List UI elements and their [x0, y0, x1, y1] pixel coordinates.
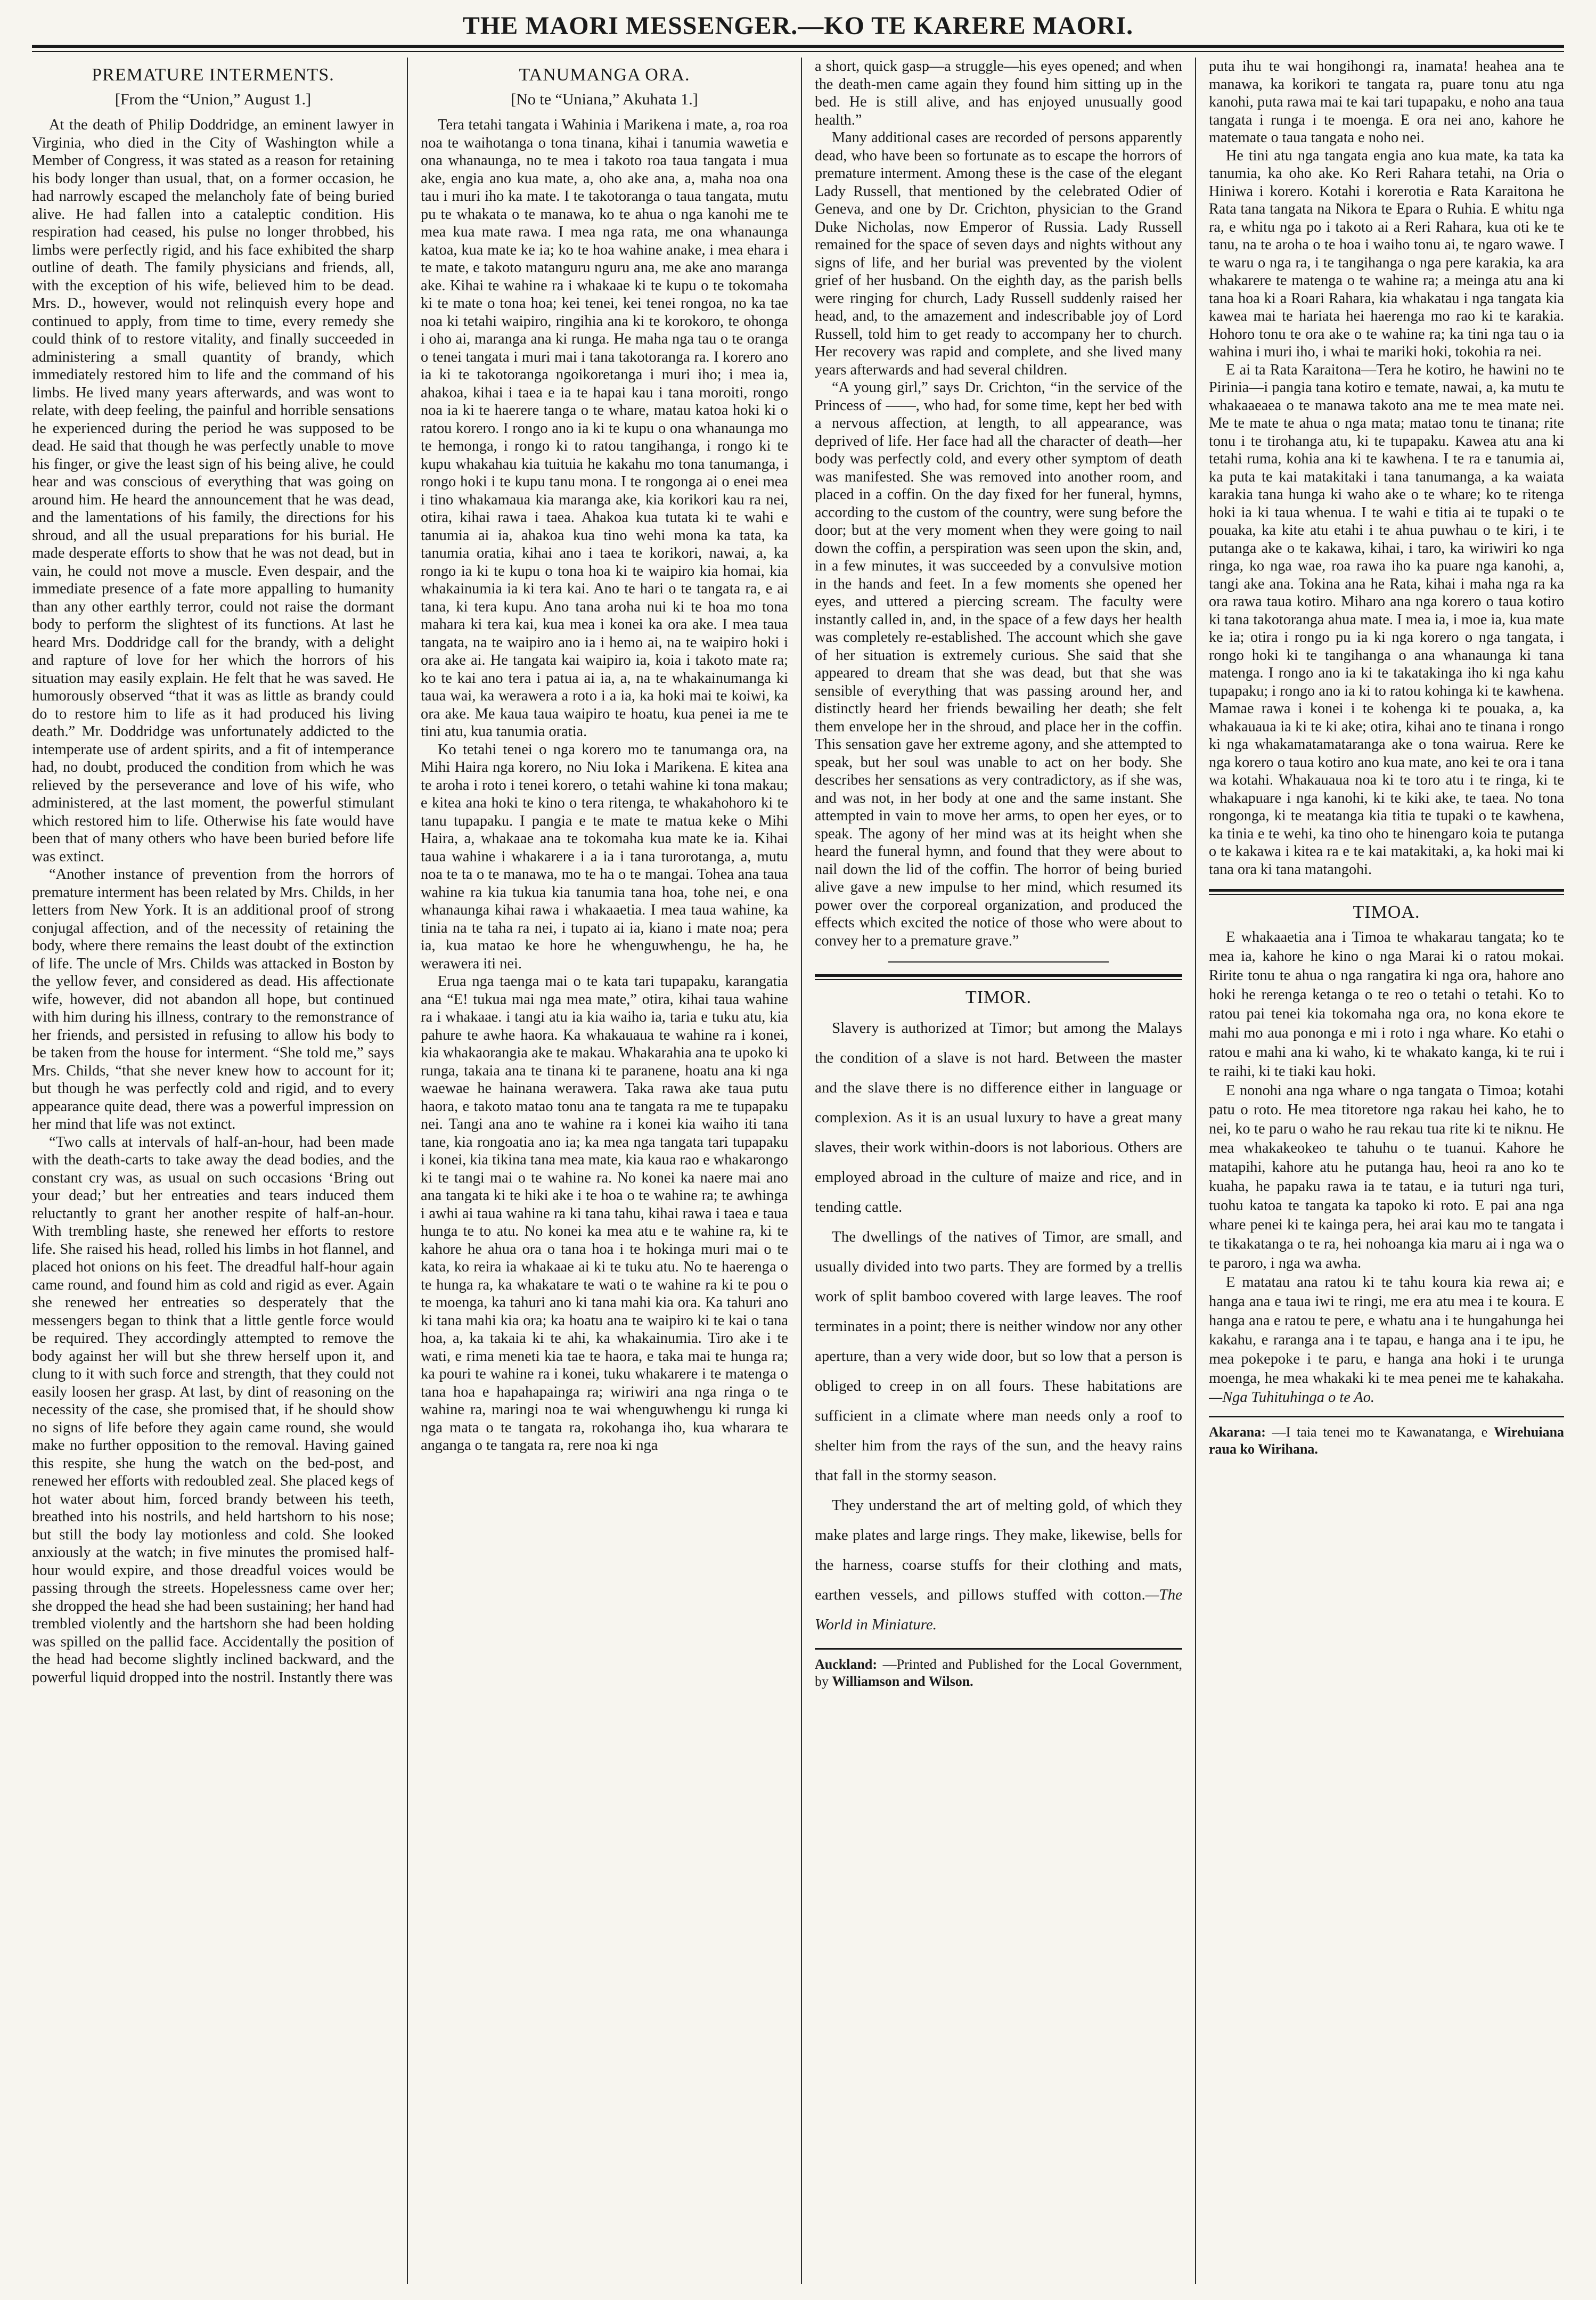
article-paragraph: “Another instance of prevention from the horrors of premature interment has been related by Mrs. Childs, in her letters from New York. It is an additional proof of strong conjugal affection, and of the necessity of retaining the body, where there remains the least doubt of the extinction of life. The uncle of Mrs. Childs was attacked in Boston by the yellow fever, and considered as dead. His affectionate wife, however, did not abandon all hope, but continued with him during his illness, contrary to the remonstrance of her friends, and persisted in refusing to allow his body to be taken from the house for interment. “She told me,” says Mrs. Childs, “that she never knew how to account for it; but though he was perfectly cold and rigid, and to every appearance quite dead, there was a powerful impression on her mind that life was not extinct.: [32, 866, 394, 1132]
article-paragraph: He tini atu nga tangata engia ano kua mate, ka tata ka tanumia, ka oho ake. Ko Reri Rahara tetahi, na Oria o Hiniwa i korero. Kotahi i korerotia e Rata Karaitona he Rata tana tangata na Nikora te Epara o Ruhia. E whitu nga ra, e whitu nga po i takoto ai a Reri Rahara, kua oti ke te tanu, na te aroha o te hoa i waiho tonu ai, te ngaro wawe. I te waru o nga ra, i te tangihanga o nga pere karakia, ka ara whakarere te matenga o te wahine ra; a meinga atu ana ki tana hoa ki a Roari Rahara, kia whakatau i nga tangata kia kawea mai te hariata hei haerenga mo rao ki te karakia. Hohoro tonu te ora ake o te wahine ra; ka tini nga tau o ia wahina i muri iho, i whai te mariki hoki, tokohia ra nei.: [1209, 147, 1564, 360]
masthead-rule-thick: [32, 45, 1564, 48]
article-paragraph: Erua nga taenga mai o te kata tari tupapaku, karangatia ana “E! tukua mai nga mea mate,” otira, kihai taua wahine ra i whakaae. i tangi atu ia kia waiho ia, taria e tuku atu, kia pahure te awhe haora. Ka whakauaua te wahine ra i konei, kia whakaorangia ake te makau. Whakarahia ana te upoko ki runga, takaia ana te tinana ki te paranene, hoatu ana ki nga waewae he hainana werawera. Taka rawa ake taua putu haora, e takoto matao tonu ana te tangata ra me te tupapaku nei. Tangi ana ano te wahine ra i konei kia waiho iti tana tane, kia rongoatia ano ia; ka mea nga tangata tari tupapaku i konei, kia tikina tana mea mate, kia kaua rao e whakarongo ki te tangi mai o te wahine ra. No konei ka naere mai ano ana tangata ki te hiki ake i te hoa o te wahine ra; te awhinga i awhi ai taua wahine ra ki tana tahu, kihai rawa i taea e taua hunga te to atu. No konei ka mea atu e te wahine ra, ki te kahore he ahua ora o tana hoa i te hokinga muri mai o te kata, ko reira ia whakaae ai ki te tuku atu. No te haerenga o te hunga ra, ka whakatare te wati o te wahine ra ki te pou o te moenga, ka tahuri ano ki tana mahi kia ora. Ka tahuri ano ki tana mahi kia ora; ka hoatu ana te waipiro ki te kai o tana hoa, a, ka takaia ki te ahi, ka whakainumia. Tiro ake i te wati, e rima meneti kia tae te haora, e taka mai te hunga ra; ka pouri te wahine ra i konei, tuku whakarere i te matenga o tana hoa e hapahapainga ra; wiriwiri ana nga ringa o te wahine ra, maringi noa te wai whenguwhengu ki runga ki nga mata o te tangata ra, rokohanga iho, kua wharara te anganga o te tangata ra, rere noa ki nga: [421, 973, 788, 1454]
article-paragraph: At the death of Philip Doddridge, an eminent lawyer in Virginia, who died in the City of Washington while a Member of Congress, it was stated as a reason for retaining his body longer than usual, that, on a former occasion, he had narrowly escaped the melancholy fate of being buried alive. He had fallen into a cataleptic condition. His respiration had ceased, his pulse no longer throbbed, his limbs were perfectly rigid, and his face exhibited the sharp outline of death. The family physicians and friends, all, with the exception of his wife, believed him to be dead. Mrs. D., however, would not relinquish every hope and continued to apply, from time to time, every remedy she could think of to restore vitality, and finally succeeded in administering a small quantity of brandy, which immediately restored him to life and the command of his limbs. He lived many years afterwards, and was wont to relate, with deep feeling, the painful and horrible sensations he experienced during the period he was supposed to be dead. He said that though he was perfectly unable to move his finger, or give the least sign of his being alive, he could hear and was conscious of everything that was going on around him. He heard the announcement that he was dead, and the lamentations of his family, the directions for his shroud, and all the usual preparations for his burial. He made desperate efforts to show that he was not dead, but in vain, he could not move a muscle. Even despair, and the immediate presence of a fate more appalling to humanity than any other earthly terror, could not raise the dormant body to perform the slightest of its functions. At last he heard Mrs. Doddridge call for the brandy, with a delight and rapture of love for her which the horrors of his situation may easily explain. He felt that he was saved. He humorously observed “that it was as little as brandy could do to restore him to life as it had produced his living death.” Mr. Doddridge was unfortunately addicted to the intemperate use of ardent spirits, and a fit of intemperance had, no doubt, produced the condition from which he was relieved by the perseverance and love of his wife, who administered, at the last moment, the powerful stimulant which restored him to life. Otherwise his fate would have been that of many others who have been buried before life was extinct.: [32, 117, 394, 865]
imprint: [1209, 1416, 1564, 1458]
imprint-text: —I taia tenei mo te Kawanatanga, e: [1272, 1424, 1488, 1440]
masthead-rule-thin: [32, 51, 1564, 52]
column-tanumanga-ora: [421, 58, 788, 2284]
imprint-names: Wirehuiana raua ko Wirihana.: [1209, 1424, 1564, 1457]
article-paragraph: E nonohi ana nga whare o nga tangata o Timoa; kotahi patu o roto. He mea titoretore nga rakau hei kaho, he to nei, ko te paru o waho he rau rekau tua rite ki te niknu. He mea whakakeokeo te tahuhu o te tuanui. Kahore he matapihi, kahore atu he putanga hau, heoi ra ano ko te kuaha, he papaku rawa ia te tatau, e ia tuturi nga turi, tuohu katoa te tangata ka tapoko ki roto. E pai ana nga whare penei ki te kainga pera, hei arai kau mo te tangata i te tikakatanga o te ra, hei nohoanga kia maru ai i nga wa o te paroro, i nga wa awha.: [1209, 1082, 1564, 1271]
article-paragraph: “Two calls at intervals of half-an-hour, had been made with the death-carts to take away the dead bodies, and the constant cry was, as usual on such occasions ‘Bring out your dead;’ but her entreaties and tears induced them reluctantly to grant her another respite of half-an-hour. With trembling haste, she renewed her efforts to restore life. She raised his head, rolled his limbs in hot flannel, and placed hot onions on his feet. The dreadful half-hour again came round, and found him as cold and rigid as ever. Again she renewed her entreaties so desperately that the messengers began to think that a little gentle force would be required. They accordingly attempted to remove the body against her will but she threw herself upon it, and clung to it with such force and strength, that they could not easily loosen her grasp. At last, by dint of reasoning on the necessity of the case, she promised that, if he should show no signs of life before they again came round, she would make no further opposition to the removal. Having gained this respite, she hung the watch on the bed-post, and renewed her efforts with redoubled zeal. She placed kegs of hot water about him, forced brandy between his teeth, breathed into his nostrils, and held hartshorn to his nose; but still the body lay motionless and cold. She looked anxiously at the watch; in five minutes the promised half-hour would expire, and those dreadful voices would be passing through the streets. Hopelessness came over her; she dropped the head she had been sustaining; her hand had trembled violently and the hartshorn she had been holding was spilled on the pallid face. Accidentally the position of the head had become slightly inclined backward, and the powerful liquid dropped into the nostril. Instantly there was: [32, 1133, 394, 1686]
article-text: E matatau ana ratou ki te tahu koura kia rewa ai; e hanga ana e taua iwi te ringi, me era atu mea i te koura. E hanga ana e ratou te pere, e whatu ana i te hungahunga hei kakahu, e raranga ana i te tapau, e hanga ana i te ipu, he mea pokepoke i te paru, e hanga ana hoki i te urunga moenga, he mea whakaki ki te mea penei me te kahakaha.: [1209, 1274, 1564, 1386]
article-paragraph: a short, quick gasp—a struggle—his eyes opened; and when the death-men came again they found him sitting up in the bed. He is still alive, and has enjoyed unusually good health.”: [815, 58, 1182, 128]
article-source: [No te “Uniana,” Akuhata 1.]: [511, 91, 698, 108]
article-paragraph: puta ihu te wai hongihongi ra, inamata! heahea ana te manawa, ka korikori te tangata ra, puare tonu atu nga kanohi, puta rawa mai te kai tari tupapaku, e noho ana taua tangata i runga i te moenga. E ora nei ano, kahore he matemate o taua tangata e noho nei.: [1209, 58, 1564, 146]
imprint-names: Williamson and Wilson.: [832, 1674, 973, 1689]
column-divider: [1195, 58, 1196, 2284]
article-source: [From the “Union,” August 1.]: [114, 91, 312, 108]
article-paragraph: E ai ta Rata Karaitona—Tera he kotiro, he hawini no te Pirinia—i pangia tana kotiro e temate, nawai, a, ka mutu te whakaaeaea o te manawa takoto ana me te mea mate nei. Me te mate te ahua o nga mata; matao tonu te tinana; rite tonu i te tirohanga atu, ki te tupapaku. Kawea atu ana ki tetahi ruma, kohia ana ki te kawhena. I te ra e tanumia ai, ka puta te kai matakitaki i tana tanumanga, a ka waiata karakia tana hunga ki waho ake o te whare; ko te ritenga hoki ia ki taua whenua. I te wahi e titia ai te tupaki o te pouaka, ka kite atu etahi i te ahua puwhau o te kiri, i te putanga ake o te kakawa, kihai, i taro, ka wiriwiri ko nga ringa, ko nga wae, roa rawa iho ka puare nga kanohi, a, tangi ake ana. Tokina ana he Rata, kihai i maha nga ra ka ora rawa taua kotiro. Miharo ana nga korero o taua kotiro ki tana takotoranga ahua mate. I mea ia, i moe ia, kua mate ke ia; otira i rongo pu ia ki nga korero o nga tangata, i rongo hoki ki te tangihanga o ana whanaunga ki tana matenga. I rongo ano ia ki te takatakinga iho ki nga kahu tupapaku; i rongo ano ia ki to ratou kohinga ki te kawhena. Mamae rawa i konei i te kohenga ki te pouaka, a, ka whakauaua ia ki te ki ake; otira, kihai ano te tinana i rongo ki nga whakamatamataranga ake o tona wairua. Rere ke nga korero o taua kotiro ano kua mate, ano kei te ora i tana wa kotahi. Whakauaua noa ki te toro atu i te ringa, ki te whakapuare i nga kanohi, ki te kiki ake, te taea. No tona rongonga, ki te meatanga kia titia te tupaki o te kawhena, ka tinia e te wehi, ka tino oho te hinengaro koia te putanga o te kakawa i kitea ra e te kai matakitaki, a, ka hoki mai ki tana ora ki tana matangohi.: [1209, 361, 1564, 878]
article-paragraph: E whakaaetia ana i Timoa te whakarau tangata; ko te mea ia, kahore he kino o nga Marai ki o ratou mokai. Ririte tonu te ahua o nga rangatira ki nga ora, hahore ano hoki he rerenga ketanga o te reo o tetahi o tetahi. Ko to ratou pai tenei kia tokomaha nga ora, no kona ekore te mahi mo aua pononga e mi i roto i nga whare. Ko etahi o ratou e mahi ana ki waho, ki te whakato kanga, ki te rui i te raihi, ki te tiaki kau hoki.: [1209, 929, 1564, 1080]
section-divider: [888, 961, 1109, 963]
article-heading: TANUMANGA ORA.: [519, 65, 690, 85]
imprint: [815, 1648, 1182, 1690]
column-english-continued: [815, 58, 1182, 2284]
section-divider: [1209, 889, 1564, 895]
article-heading: PREMATURE INTERMENTS.: [92, 65, 334, 85]
imprint-label: Akarana:: [1209, 1424, 1266, 1440]
column-maori-continued: [1209, 58, 1564, 2284]
article-paragraph: “A young girl,” says Dr. Crichton, “in the service of the Princess of ——, who had, for some time, kept her bed with a nervous affection, at length, to all appearance, was deprived of life. Her face had all the character of death—her body was perfectly cold, and every other symptom of death was manifested. She was removed into another room, and placed in a coffin. On the day fixed for her funeral, hymns, according to the custom of the country, were sung before the door; but at the very moment when they were going to nail down the coffin, a perspiration was seen upon the skin, and, in a few minutes, it was succeeded by a convulsive motion in the hands and feet. In a few moments she opened her eyes, and uttered a piercing scream. The faculty were instantly called in, and, in the space of a few days her health was completely re-established. The account which she gave of her situation is extremely curious. She said that she appeared to dream that she was dead, but that she was sensible of everything that was passing around her, and distinctly heard her friends bewailing her death; she felt them envelope her in the shroud, and place her in the coffin. This sensation gave her extreme agony, and she attempted to speak, but her soul was unable to act on her body. She describes her sensations as very contradictory, as if she was, and was not, in her body at one and the same instant. She attempted in vain to move her arms, to open her eyes, or to speak. The agony of her mind was at its height when she heard the funeral hymn, and found that they were about to nail down the lid of the coffin. The horror of being buried alive gave a new impulse to her mind, which resumed its power over the corporeal organization, and produced the effects which excited the notice of those who were about to convey her to a premature grave.”: [815, 379, 1182, 949]
article-text: They understand the art of melting gold, of which they make plates and large rings. They make, likewise, bells for the harness, coarse stuffs for their clothing and mats, earthen vessels, and pillows stuffed with cotton.: [815, 1497, 1182, 1603]
imprint-label: Auckland:: [815, 1657, 878, 1672]
imprint-text: —Printed and Published for the Local Government, by: [815, 1657, 1182, 1689]
column-divider: [407, 58, 408, 2284]
article-source: —Nga Tuhituhinga o te Ao.: [1209, 1389, 1375, 1406]
section-divider: [815, 974, 1182, 980]
column-divider: [801, 58, 802, 2284]
article-paragraph: Many additional cases are recorded of persons apparently dead, who have been so fortunate as to escape the horrors of premature interment. Among these is the case of the elegant Lady Russell, that mentioned by the celebrated Odier of Geneva, and one by Dr. Crichton, physician to the Grand Duke Nicholas, now Emperor of Russia. Lady Russell remained for the space of seven days and nights without any signs of life, and her burial was prevented by the violent grief of her husband. On the eighth day, as the parish bells were ringing for church, Lady Russell suddenly raised her head, and, to the amazement and indescribable joy of Lord Russell, told him to get ready to accompany her to church. Her recovery was rapid and complete, and she lived many years afterwards and had several children.: [815, 129, 1182, 378]
article-paragraph: Tera tetahi tangata i Wahinia i Marikena i mate, a, roa roa noa te waihotanga o tona tinana, kihai i tanumia wawetia e ona whanaunga, no te mea i takoto roa taua tangata i mua ake, engia ano kua mate, a, oho ake ana, a, maha noa ona tau i muri iho ka mate. I te takotoranga o taua tangata, mutu pu te whakata o te manawa, ko te ahua o nga kanohi me te mea kua mate rawa. I mea nga rata, me ona whanaunga katoa, kua mate ke ia; ko te hoa wahine anake, i mea ehara i te mate, e takoto matanguru nguru ana, me ake ano maranga ake. Kihai te wahine ra i whakaae ki te kupu o te tokomaha ki te mate o tona hoa; kei tenei, kei tenei rongoa, no ka tae noa ki tetahi waipiro, ringihia ana ki te korokoro, te ohonga i oho ai, maranga ana ki runga. He maha nga tau o te oranga o tenei tangata i muri mai i tana takotoranga ra. I korero ano ia ki te takotoranga ngoikoretanga i muri iho; i mea ia, ahakoa, kihai i taea e ia te hapai kau i tana moroiti, rongo noa ia ki te haerere tanga o te whare, matau katoa hoki ki o ratou korero. I rongo ano ia ki te kupu o ona whanaunga mo te hemonga, i rongo ki to ratou tangihanga, i rongo ki te kupu whakahau kia tuituia he kakahu mo tona tanumanga, i rongo hoki i te kupu tanu mona. I te rongonga ai o enei mea i tino whakamaua kia maranga ake, kia korikori kau ra nei, otira, kihai rawa i taea. Ahakoa kua tutata ki te wahi e tanumia ai ia, ahakoa kua tino wehi mona ka tata, ka tanumia oratia, kihai ano i taea te korikori, nawai, a, ka rongo ia ki te kupu o tona hoa ki te waipiro kia homai, kia whakainumia ia ki tera kai. Ano te hari o te tangata ra, e ai tana, ki tera kupu. Ano tana aroha nui ki te hoa mo tona mahara ki tera kai, kua mea i konei ka ora ake. I mea taua tangata, na te waipiro ano ia i hemo ai, na te waipiro hoki i ora ake ai. He tangata kai waipiro ia, koia i takoto mate ra; ko te kai ano tera i patua ai ia, a, na te whakainumanga ki taua wai, ka werawera a roto i a ia, ka hoki mai te koiwi, ka ora ake. Me kaua taua waipiro te hoatu, kua penei ia me te tini atu, kua tanumia oratia.: [421, 117, 788, 740]
article-source: —The World in Miniature.: [815, 1586, 1182, 1633]
article-heading: TIMOA.: [1353, 902, 1420, 922]
article-paragraph: [1209, 1273, 1564, 1407]
article-paragraph: Slavery is authorized at Timor; but among the Malays the condition of a slave is not hard. Between the master and the slave there is no difference either in language or complexion. As it is an usual luxury to have a great many slaves, their work within-doors is not laborious. Others are employed abroad in the culture of maize and rice, and in tending cattle.: [815, 1019, 1182, 1216]
article-paragraph: Ko tetahi tenei o nga korero mo te tanumanga ora, na Mihi Haira nga korero, no Niu Ioka i Marikena. E kitea ana te aroha i roto i tenei korero, o tetahi wahine ki tona makau; e kitea ana hoki te kino o tera ritenga, te whakahohoro ki te tanu tupapaku. I pangia e te mate te matua keke o Mihi Haira, a, whakaae ana te tokomaha kua mate ke ia. Kihai taua wahine i whakarere i a ia i tana turorotanga, a, mutu noa te ta o te manawa, mo te ha o te mangai. Tohea ana taua wahine ra kia tukua kia tanumia tana hoa, tohe nei, e ona whanaunga kihai rawa i whakaaetia. I mea taua wahine, ka tinia na te taha ra nei, i tupato ai ia, kiano i mate noa; pera ia, kua matao ke hore he whenguwhengu, he ha, he werawera iti nei.: [421, 741, 788, 972]
article-paragraph: [815, 1490, 1182, 1640]
timor-article: [815, 1013, 1182, 1640]
article-paragraph: The dwellings of the natives of Timor, are small, and usually divided into two parts. They are formed by a trellis work of split bamboo covered with large leaves. The roof terminates in a point; there is neither window nor any other aperture, than a very wide door, but so low that a person is obliged to creep in on all fours. These habitations are sufficient in a climate where man needs only a roof to shelter him from the rays of the sun, and the heavy rains that fall in the stormy season.: [815, 1228, 1182, 1484]
timoa-article: [1209, 928, 1564, 1407]
masthead-title: THE MAORI MESSENGER.—KO TE KARERE MAORI.: [462, 12, 1134, 40]
article-heading: TIMOR.: [965, 988, 1032, 1007]
column-premature-interments: [32, 58, 394, 2284]
